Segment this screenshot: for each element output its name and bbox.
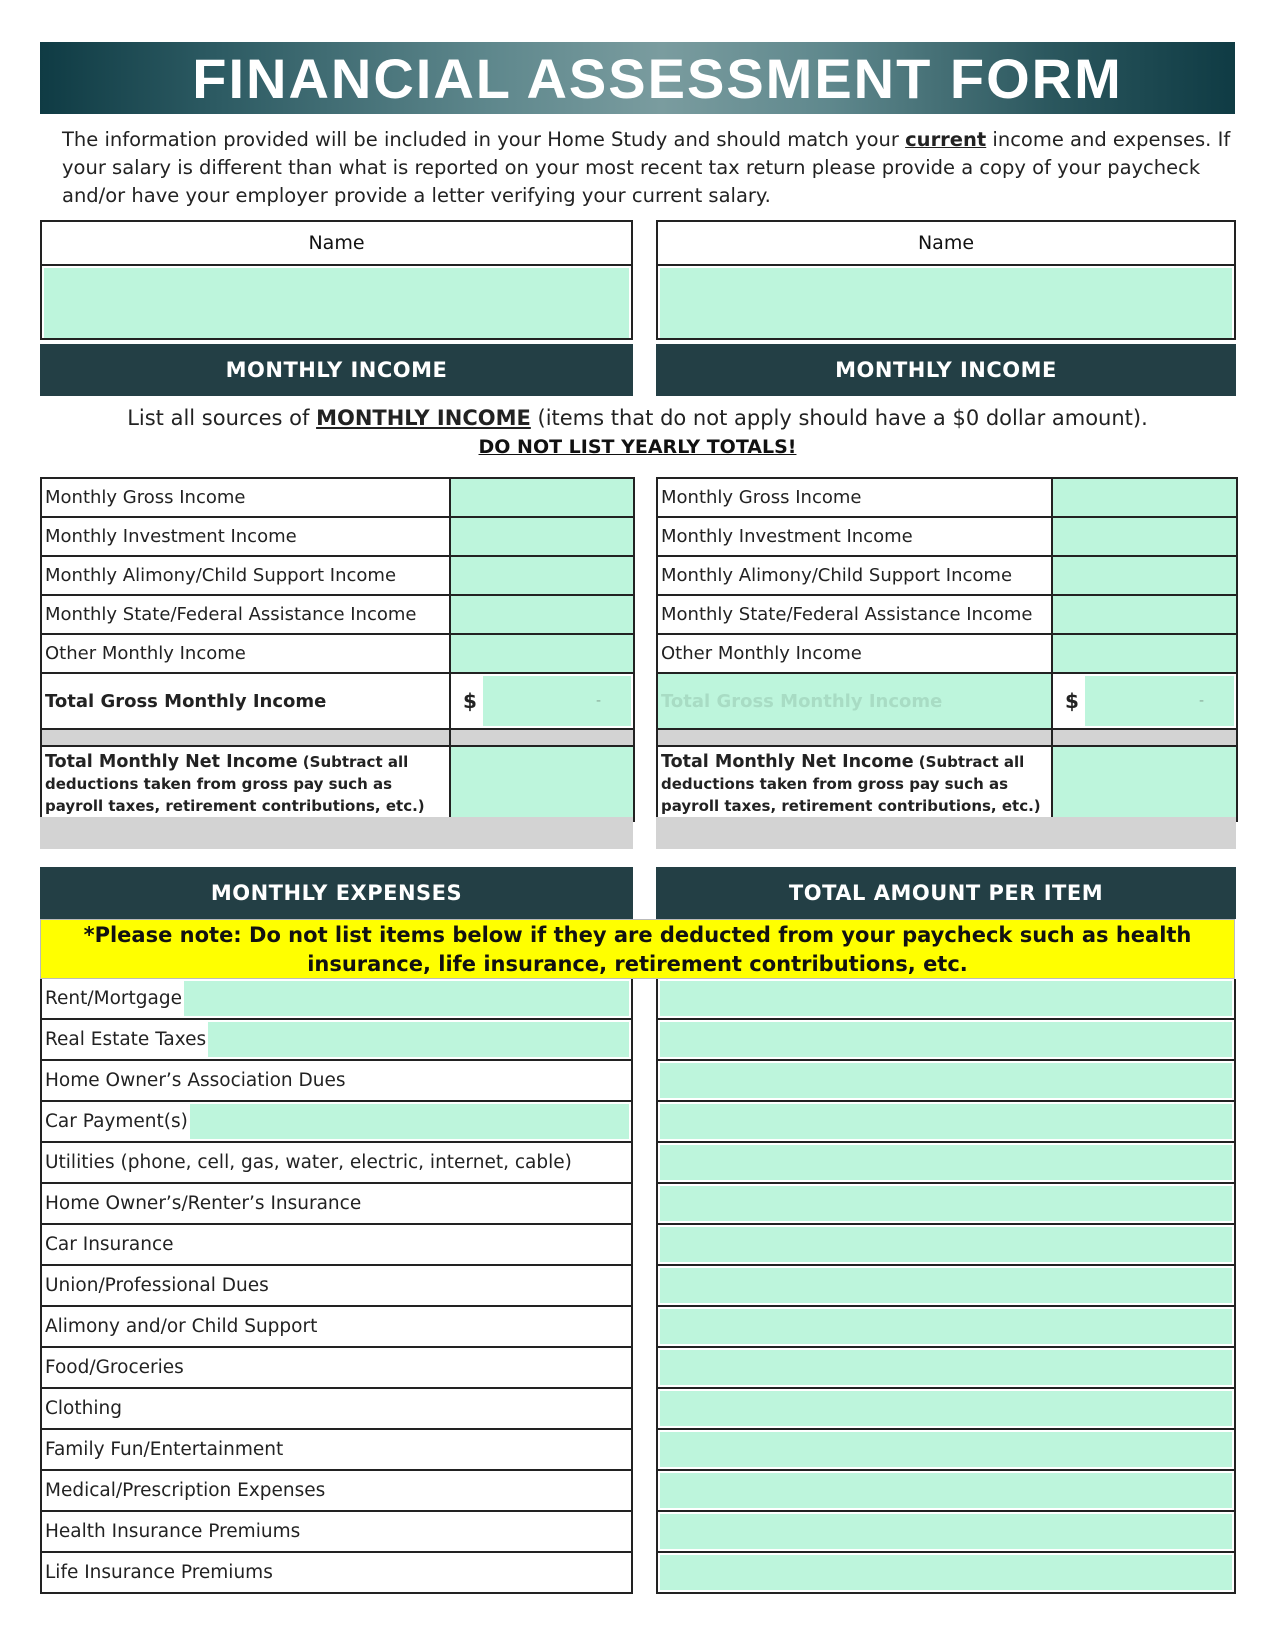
expense-label: Home Owner’s Association Dues — [45, 1070, 346, 1091]
expense-row — [40, 1225, 633, 1266]
amount-fill[interactable] — [660, 1555, 1232, 1590]
amount-fill[interactable] — [660, 1227, 1232, 1262]
expense-row — [40, 1143, 633, 1184]
expense-amount-input[interactable] — [656, 1389, 1236, 1430]
income-label: Monthly Investment Income — [657, 517, 1052, 556]
total-gross-value: - — [483, 676, 631, 726]
net-income-note-1: (Subtract all — [913, 752, 1025, 771]
income-header-right: MONTHLY INCOME — [656, 344, 1236, 396]
title-banner — [40, 42, 1235, 114]
net-income-note-3: payroll taxes, retirement contributions, etc.) — [661, 796, 1041, 815]
expense-row — [40, 1389, 633, 1430]
income-label: Monthly Gross Income — [41, 478, 450, 517]
amount-fill[interactable] — [660, 1309, 1232, 1344]
amount-fill[interactable] — [660, 1391, 1232, 1426]
expense-row — [40, 1307, 633, 1348]
income-input[interactable] — [450, 556, 634, 595]
expense-row — [40, 1430, 633, 1471]
income-table-right — [656, 477, 1238, 822]
net-income-input[interactable] — [450, 746, 634, 821]
expense-label: Health Insurance Premiums — [45, 1521, 301, 1542]
expense-row — [40, 1266, 633, 1307]
instructions-emphasis: MONTHLY INCOME — [316, 406, 531, 430]
expense-label: Car Payment(s) — [45, 1111, 188, 1132]
expense-amount-input[interactable] — [656, 1184, 1236, 1225]
income-label: Monthly State/Federal Assistance Income — [657, 595, 1052, 634]
expense-row — [40, 1102, 633, 1143]
spacer-cell — [1052, 729, 1237, 746]
amount-fill[interactable] — [660, 1063, 1232, 1098]
expense-row — [40, 1184, 633, 1225]
income-label: Other Monthly Income — [657, 634, 1052, 673]
expense-amount-input[interactable] — [656, 1553, 1236, 1594]
amount-fill[interactable] — [660, 1268, 1232, 1303]
expense-amount-input[interactable] — [656, 1307, 1236, 1348]
amount-fill[interactable] — [660, 1022, 1232, 1057]
name-input-right[interactable] — [660, 268, 1232, 338]
paycheck-deduction-note: *Please note: Do not list items below if they are deducted from your paycheck such as health insurance, life insurance, retirement contributions, etc. — [40, 919, 1235, 979]
income-label: Other Monthly Income — [41, 634, 450, 673]
income-input[interactable] — [450, 478, 634, 517]
amount-fill[interactable] — [660, 1432, 1232, 1467]
expenses-header: MONTHLY EXPENSES — [40, 867, 633, 919]
expense-row — [40, 1020, 633, 1061]
expense-row — [40, 1471, 633, 1512]
expense-label-fill[interactable] — [208, 1022, 629, 1057]
total-gross-label-faded — [657, 673, 1052, 729]
income-label: Monthly State/Federal Assistance Income — [41, 595, 450, 634]
amount-fill[interactable] — [660, 1473, 1232, 1508]
no-yearly-totals-warning: DO NOT LIST YEARLY TOTALS! — [478, 436, 797, 458]
name-box-right — [656, 220, 1236, 340]
name-box-left — [40, 220, 633, 340]
income-label: Monthly Alimony/Child Support Income — [657, 556, 1052, 595]
amount-fill[interactable] — [660, 1145, 1232, 1180]
expense-amount-input[interactable] — [656, 1061, 1236, 1102]
income-input[interactable] — [1052, 478, 1237, 517]
net-income-title: Total Monthly Net Income — [661, 751, 914, 772]
name-input-left[interactable] — [44, 268, 629, 338]
expense-row — [40, 979, 633, 1020]
income-label: Monthly Alimony/Child Support Income — [41, 556, 450, 595]
income-input[interactable] — [1052, 517, 1237, 556]
expense-amount-input[interactable] — [656, 1143, 1236, 1184]
expense-amount-input[interactable] — [656, 1348, 1236, 1389]
net-income-note: (Subtract all deductions taken from gross pay such as payroll taxes, retirement contributions, etc.) — [45, 752, 425, 815]
expense-label: Life Insurance Premiums — [45, 1562, 273, 1583]
instructions-part1: List all sources of — [127, 406, 317, 430]
income-instructions — [40, 406, 1235, 430]
expense-label: Medical/Prescription Expenses — [45, 1480, 326, 1501]
expense-label: Rent/Mortgage — [45, 988, 182, 1009]
expense-row — [40, 1512, 633, 1553]
expense-label: Union/Professional Dues — [45, 1275, 269, 1296]
total-gross-cell — [1052, 673, 1237, 729]
total-gross-value: - — [1085, 676, 1234, 726]
expense-amount-input[interactable] — [656, 1102, 1236, 1143]
income-input[interactable] — [1052, 634, 1237, 673]
expense-label: Clothing — [45, 1398, 122, 1419]
expense-label: Alimony and/or Child Support — [45, 1316, 318, 1337]
income-label: Monthly Gross Income — [657, 478, 1052, 517]
currency-symbol: $ — [1065, 689, 1079, 713]
expense-label: Utilities (phone, cell, gas, water, electric, internet, cable) — [45, 1152, 572, 1173]
spacer-cell — [450, 729, 634, 746]
expense-row — [40, 1553, 633, 1594]
net-income-label — [657, 746, 1052, 821]
income-header-left: MONTHLY INCOME — [40, 344, 633, 396]
expense-amount-input[interactable] — [656, 979, 1236, 1020]
spacer-cell — [657, 729, 1052, 746]
expense-label: Real Estate Taxes — [45, 1029, 207, 1050]
expense-label: Family Fun/Entertainment — [45, 1439, 284, 1460]
expense-label-fill[interactable] — [184, 981, 629, 1016]
income-label: Monthly Investment Income — [41, 517, 450, 556]
total-gross-cell — [450, 673, 634, 729]
net-income-title: Total Monthly Net Income — [45, 751, 298, 772]
total-gross-label: Total Gross Monthly Income — [41, 673, 450, 729]
income-input[interactable] — [450, 595, 634, 634]
expense-label-fill[interactable] — [190, 1104, 629, 1139]
expense-row — [40, 1348, 633, 1389]
intro-text — [62, 126, 1242, 210]
intro-part1: The information provided will be included in your Home Study and should match your — [62, 128, 906, 151]
expense-amount-input[interactable] — [656, 1225, 1236, 1266]
expense-label: Home Owner’s/Renter’s Insurance — [45, 1193, 362, 1214]
amount-fill[interactable] — [660, 981, 1232, 1016]
income-input[interactable] — [1052, 556, 1237, 595]
amount-fill[interactable] — [660, 1350, 1232, 1385]
divider-strip-right — [656, 817, 1236, 849]
amount-fill[interactable] — [660, 1104, 1232, 1139]
instructions-part2: (items that do not apply should have a $0 dollar amount). — [530, 406, 1148, 430]
expense-amount-input[interactable] — [656, 1266, 1236, 1307]
spacer-cell — [41, 729, 450, 746]
expense-label: Food/Groceries — [45, 1357, 184, 1378]
net-income-input[interactable] — [1052, 746, 1237, 821]
net-income-label — [41, 746, 450, 821]
income-input[interactable] — [1052, 595, 1237, 634]
income-input[interactable] — [450, 517, 634, 556]
currency-symbol: $ — [463, 689, 477, 713]
intro-emphasis: current — [905, 128, 987, 151]
expense-row — [40, 1061, 633, 1102]
intro-part2: income and expenses. If your salary is different than what is reported on your most recent tax return please provide a copy of your paycheck and/or have your employer provide a letter verifying your current salary. — [62, 128, 1231, 207]
amount-header: TOTAL AMOUNT PER ITEM — [656, 867, 1236, 919]
expense-amount-input[interactable] — [656, 1020, 1236, 1061]
page-title: FINANCIAL ASSESSMENT FORM — [192, 46, 1123, 110]
name-label-left: Name — [42, 222, 631, 266]
name-label-right: Name — [658, 222, 1234, 266]
total-gross-label: Total Gross Monthly Income — [661, 690, 943, 712]
expense-amount-input[interactable] — [656, 1512, 1236, 1553]
net-income-note-2: deductions taken from gross pay such as — [661, 774, 1009, 793]
expense-amount-input[interactable] — [656, 1471, 1236, 1512]
expense-label: Car Insurance — [45, 1234, 174, 1255]
amount-fill[interactable] — [660, 1514, 1232, 1549]
divider-strip-left — [40, 817, 633, 849]
amount-fill[interactable] — [660, 1186, 1232, 1221]
expense-amount-input[interactable] — [656, 1430, 1236, 1471]
income-input[interactable] — [450, 634, 634, 673]
income-table-left — [40, 477, 635, 822]
